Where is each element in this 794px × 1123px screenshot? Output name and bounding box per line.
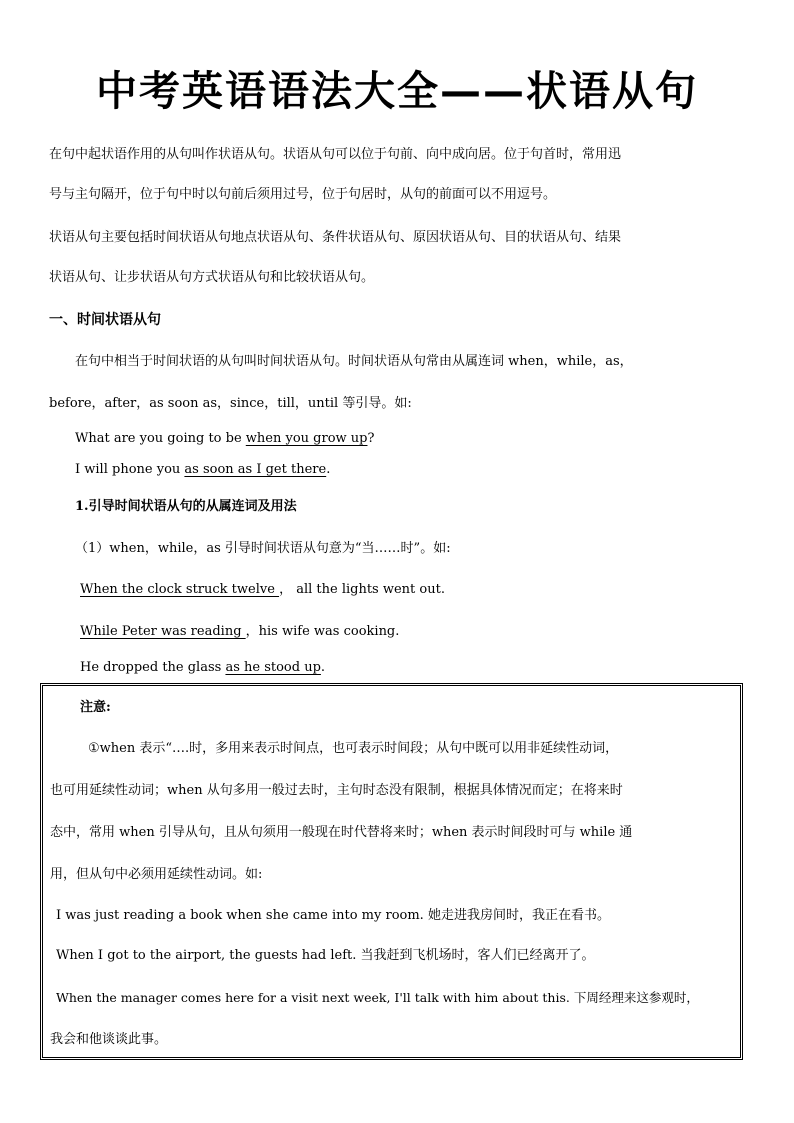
example-text: ?	[367, 431, 375, 446]
note-heading: 注意:	[80, 700, 111, 715]
note-line-4: 用，但从句中必须用延续性动词。如:	[50, 867, 263, 882]
example-sentence	[75, 431, 374, 447]
section-description-line-1: 在句中相当于时间状语的从句叫时间状语从句。时间状语从句常由从属连词 when，while，as，	[75, 354, 633, 369]
example-sentence	[80, 660, 325, 676]
underlined-clause: as he stood up	[225, 660, 321, 675]
intro-paragraph-2-line-1: 状语从句主要包括时间状语从句地点状语从句、条件状语从句、原因状语从句、目的状语从句、结果	[49, 230, 622, 245]
page-title: 中考英语语法大全——状语从句	[96, 67, 698, 115]
underlined-clause: When the clock struck twelve	[80, 582, 280, 597]
example-text: He dropped the glass	[80, 660, 226, 675]
example-text: .	[326, 462, 331, 477]
note-example-1: I was just reading a book when she came into my room. 她走进我房间时，我正在看书。	[56, 908, 610, 923]
note-line-1: ①when 表示“….时，多用来表示时间点，也可表示时间段；从句中既可以用非延续性动词，	[88, 741, 619, 756]
example-text: ，his wife was cooking.	[245, 624, 400, 639]
underlined-clause: While Peter was reading	[80, 624, 246, 639]
example-text: I will phone you	[75, 462, 185, 477]
example-sentence	[80, 582, 445, 598]
intro-paragraph-1-line-2: 号与主句隔开，位于句中时以句前后须用过号，位于句居时，从句的前面可以不用逗号。	[49, 187, 557, 202]
intro-paragraph-1-line-1: 在句中起状语作用的从句叫作状语从句。状语从句可以位于句前、向中成向居。位于句首时，常用迅	[49, 147, 622, 162]
note-example-2: When I got to the airport, the guests had left. 当我赶到飞机场时，客人们已经离开了。	[56, 948, 595, 963]
underlined-clause: as soon as I get there	[184, 462, 327, 477]
section-heading-time-clause: 一、时间状语从句	[49, 312, 161, 328]
subsection-heading: 1.引导时间状语从句的从属连词及用法	[75, 499, 297, 514]
usage-item-1: （1）when，while，as 引导时间状语从句意为“当……时”。如:	[75, 541, 451, 556]
example-text: .	[320, 660, 326, 675]
note-line-2: 也可用延续性动词；when 从句多用一般过去时，主句时态没有限制，根据具体情况而定；在将来时	[50, 783, 623, 798]
example-sentence	[75, 462, 330, 478]
note-line-3: 态中，常用 when 引导从句，且从句须用一般现在时代替将来时；when 表示时间段时可与 while 通	[50, 825, 633, 840]
note-example-3-line-1: When the manager comes here for a visit next week, I'll talk with him about this. 下周经理来这参观时，	[56, 990, 699, 1005]
example-text: ， all the lights went out.	[279, 582, 445, 597]
intro-paragraph-2-line-2: 状语从句、让步状语从句方式状语从句和比较状语从句。	[49, 270, 375, 285]
section-description-line-2: before，after，as soon as，since，till，until 等引导。如:	[49, 396, 412, 411]
example-sentence	[80, 624, 399, 640]
example-text: What are you going to be	[75, 431, 246, 446]
note-example-3-line-2: 我会和他谈谈此事。	[50, 1032, 168, 1047]
underlined-clause: when you grow up	[245, 431, 368, 446]
